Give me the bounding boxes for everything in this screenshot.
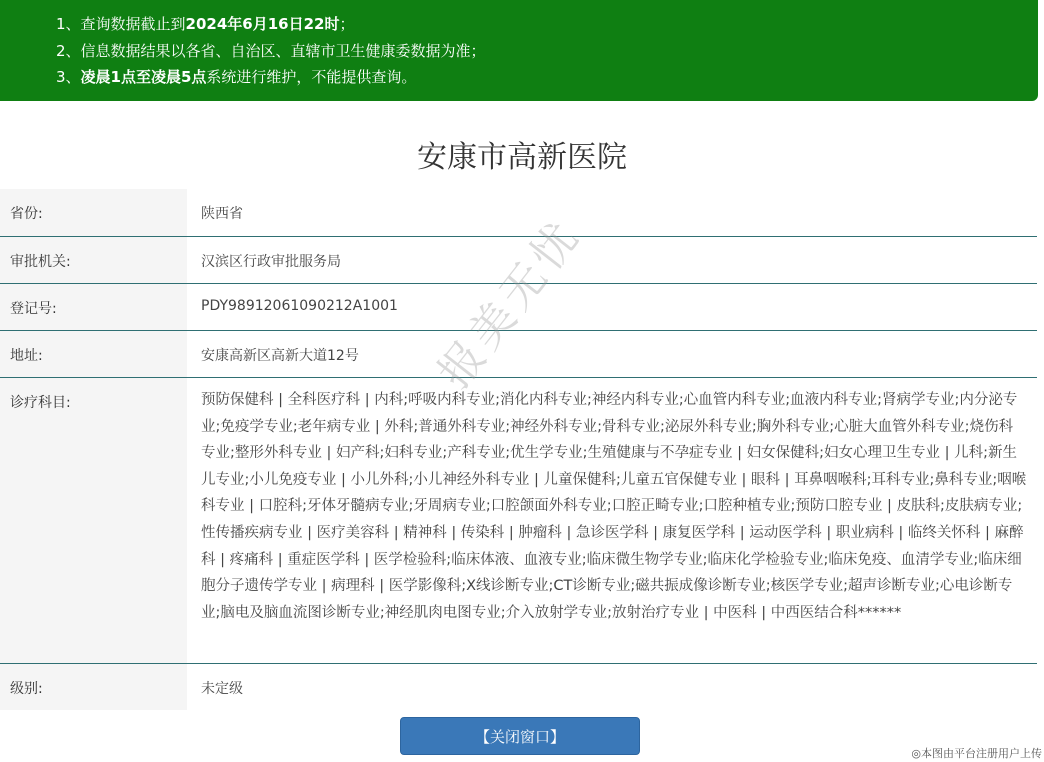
row-label: 地址:	[0, 331, 187, 377]
notice-text: 1、查询数据截止到	[56, 15, 186, 33]
upload-notice: ◎本图由平台注册用户上传	[911, 747, 1042, 760]
notice-line-2: 2、信息数据结果以各省、自治区、直辖市卫生健康委数据为准；	[56, 42, 486, 60]
notice-text: 3、	[56, 68, 81, 86]
row-value: PDY98912061090212A1001	[201, 298, 398, 314]
page-title: 安康市高新医院	[417, 140, 627, 175]
row-departments	[0, 378, 1037, 664]
row-value: 未定级	[201, 681, 243, 697]
row-label: 级别:	[0, 664, 187, 710]
row-value: 汉滨区行政审批服务局	[201, 254, 341, 270]
close-window-button[interactable]: 【关闭窗口】	[400, 717, 640, 755]
row-level	[0, 664, 1037, 710]
notice-line-1	[56, 13, 355, 34]
row-label: 审批机关:	[0, 237, 187, 283]
row-label: 诊疗科目:	[0, 378, 187, 663]
notice-text: 系统进行维护，不能提供查询。	[206, 68, 417, 86]
row-approval-authority	[0, 237, 1037, 284]
row-province	[0, 189, 1037, 237]
notice-banner	[0, 0, 1038, 101]
row-value: 陕西省	[201, 206, 243, 222]
notice-deadline: 2024年6月16日22时	[185, 15, 340, 33]
row-label: 登记号:	[0, 284, 187, 330]
row-value: 安康高新区高新大道12号	[201, 348, 359, 364]
watermark: 报美无忧	[428, 209, 592, 399]
row-label: 省份:	[0, 189, 187, 236]
row-address	[0, 331, 1037, 378]
row-registration-no	[0, 284, 1037, 331]
departments-list: 预防保健科 | 全科医疗科 | 内科;呼吸内科专业;消化内科专业;神经内科专业;心血管内科专业;血液内科专业;肾病学专业;内分泌专业;免疫学专业;老年病专业 | 外科;普通外科专业;神经外科专业;骨科专业;泌尿外科专业;胸外科专业;心脏大血管外科专业;烧伤科专业;整形外科专业 | 妇产科;妇科专业;产科专业;优生学专业;生殖健康与不孕症专业 | 妇女保健科;妇女心理卫生专业 | 儿科;新生儿专业;小儿免疫专业 | 小儿外科;小儿神经外科专业 | 儿童保健科;儿童五官保健专业 | 眼科 | 耳鼻咽喉科;耳科专业;鼻科专业;咽喉科专业 | 口腔科;牙体牙髓病专业;牙周病专业;口腔颌面外科专业;口腔正畸专业;口腔种植专业;预防口腔专业 | 皮肤科;皮肤病专业;性传播疾病专业 | 医疗美容科 | 精神科 | 传染科 | 肿瘤科 | 急诊医学科 | 康复医学科 | 运动医学科 | 职业病科 | 临终关怀科 | 麻醉科 | 疼痛科 | 重症医学科 | 医学检验科;临床体液、血液专业;临床微生物学专业;临床化学检验专业;临床免疫、血清学专业;临床细胞分子遗传学专业 | 病理科 | 医学影像科;X线诊断专业;CT诊断专业;磁共振成像诊断专业;核医学专业;超声诊断专业;心电诊断专业;脑电及脑血流图诊断专业;神经肌肉电图专业;介入放射学专业;放射治疗专业 | 中医科 | 中西医结合科******	[201, 392, 1027, 621]
notice-line-3	[56, 66, 416, 87]
notice-maintenance-time: 凌晨1点至凌晨5点	[80, 68, 207, 86]
notice-text: ；	[339, 15, 355, 33]
info-table	[0, 189, 1037, 710]
